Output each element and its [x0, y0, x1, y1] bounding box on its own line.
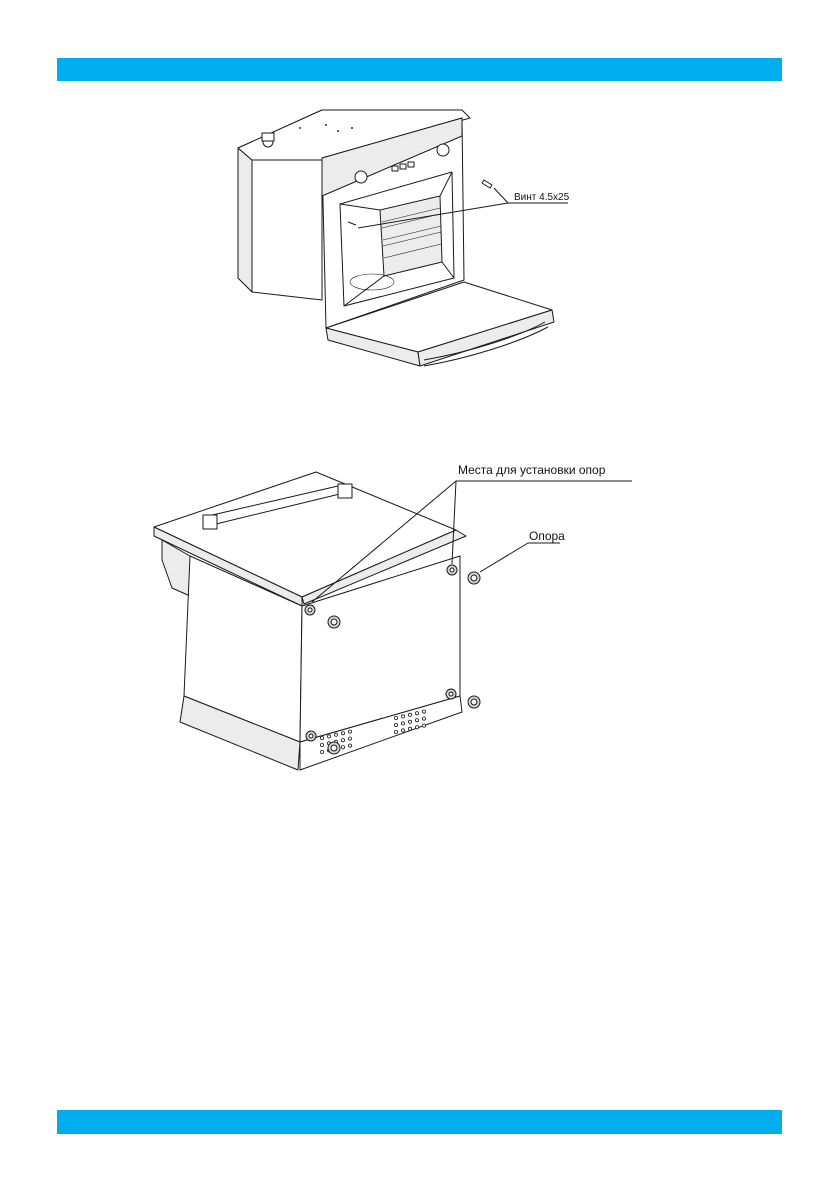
- vent-hole: [401, 729, 404, 732]
- footer-band: [57, 1110, 782, 1134]
- screw-label: Винт 4.5x25: [514, 192, 570, 203]
- vent-hole: [348, 737, 351, 740]
- vent-hole: [408, 727, 411, 730]
- vent-hole: [415, 712, 418, 715]
- vent-hole: [415, 719, 418, 722]
- vent-hole: [415, 726, 418, 729]
- vent-hole: [422, 710, 425, 713]
- header-band: [57, 58, 782, 81]
- vent-hole: [348, 730, 351, 733]
- vent-hole: [320, 750, 323, 753]
- vent-hole: [408, 713, 411, 716]
- vent-hole: [334, 733, 337, 736]
- support-places-label: Места для установки опор: [458, 463, 606, 477]
- vent-hole: [320, 736, 323, 739]
- vent-hole: [394, 716, 397, 719]
- vent-hole: [348, 744, 351, 747]
- vent-hole: [422, 724, 425, 727]
- vent-hole: [408, 720, 411, 723]
- oven-installation-figure: [0, 100, 839, 380]
- vent-hole: [401, 722, 404, 725]
- vent-hole: [320, 743, 323, 746]
- support-label: Опора: [529, 529, 565, 543]
- vent-hole: [422, 717, 425, 720]
- vent-hole: [401, 715, 404, 718]
- vent-hole: [394, 723, 397, 726]
- support-feet-figure: [0, 450, 839, 790]
- vent-hole: [341, 739, 344, 742]
- vent-hole: [341, 732, 344, 735]
- vent-hole: [341, 746, 344, 749]
- vent-hole: [327, 735, 330, 738]
- vent-hole: [394, 730, 397, 733]
